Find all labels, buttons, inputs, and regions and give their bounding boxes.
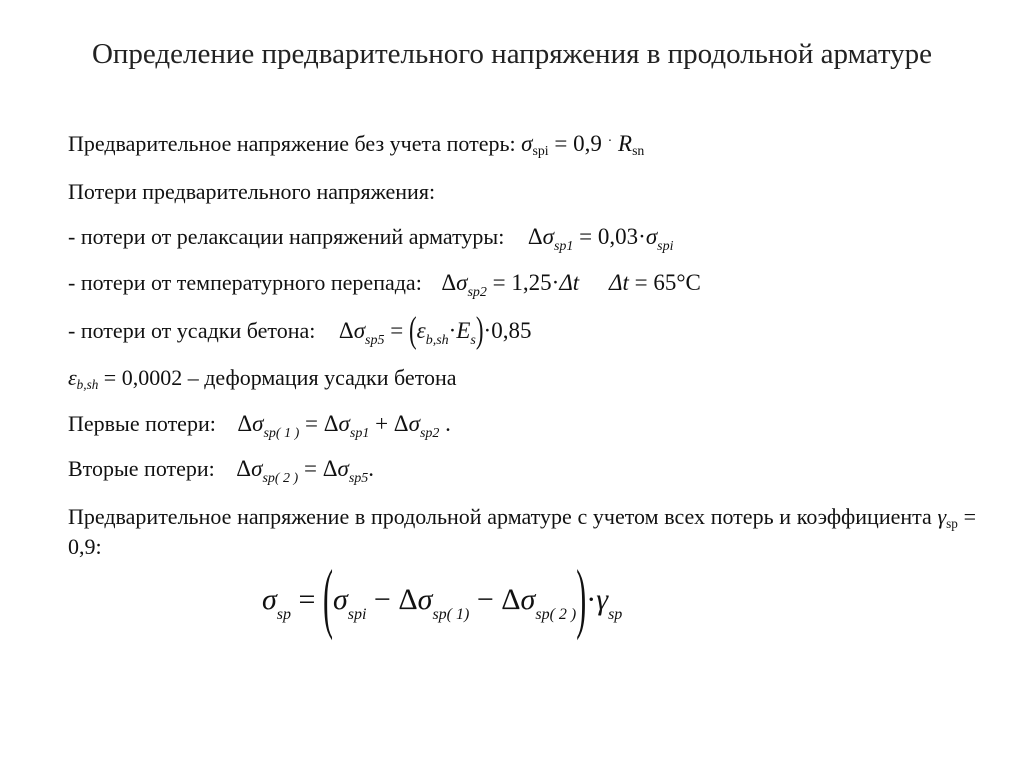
value-delta-t: 65°C [653,270,701,295]
line-shrinkage-deformation: $\varepsilon_{b,sh} = 0,0002$ – деформация усадки бетона [68,365,457,392]
text-prestress-no-losses: Предварительное напряжение без учета потерь: [68,131,516,156]
formula-dsigma-sp5: $\Delta\sigma_{sp5} = (\varepsilon_{b,sh}\cdot E_s)\cdot 0,85$ [338,310,532,351]
line-prestress-no-losses [68,131,644,157]
formula-second-losses: $\Delta\sigma_{sp( 2 )} = \Delta\sigma_{sp5}$. [236,456,375,486]
value-coef-003: 0,03 [597,224,639,249]
line-temperature-losses [68,270,701,300]
formula-dsigma-sp2: $\Delta\sigma_{sp2} = 1,25\cdot\Delta t$ [441,270,580,300]
value-gamma: 0,9 [68,534,96,559]
value-coef-125: 1,25 [511,270,552,295]
text-temperature: - потери от температурного перепада: [68,270,422,295]
text-first-losses: Первые потери: [68,411,216,436]
formula-dsigma-sp1: $\Delta\sigma_{sp1} = 0,03\cdot\sigma_{spi}$ [527,224,674,254]
value-coef-085: 0,85 [491,318,532,343]
line-first-losses [68,411,451,441]
line-losses-heading: Потери предварительного напряжения: [68,179,436,204]
value-eps: 0,0002 [121,365,183,390]
text-total-prestress: Предварительное напряжение в продольной арматуре с учетом всех потерь и коэффициента [68,504,932,529]
value-coef-09: 0,9 [573,131,602,156]
text-relaxation: - потери от релаксации напряжений арматуры: [68,224,505,249]
formula-sigma-sp-final: $\sigma_{sp} = (\sigma_{spi} - \Delta\sigma_{sp( 1)} - \Delta\sigma_{sp( 2 )})\cdot\gamma_{sp}$ [262,555,623,642]
text-second-losses: Вторые потери: [68,456,215,481]
formula-first-losses: $\Delta\sigma_{sp( 1 )} = \Delta\sigma_{sp1} + \Delta\sigma_{sp2}$ . [237,411,451,441]
line-second-losses [68,456,375,486]
paragraph-total-prestress: Предварительное напряжение в продольной арматуре с учетом всех потерь и коэффициента $\gamma_{sp} = 0,9$: [68,504,977,559]
line-relaxation-losses [68,224,674,254]
formula-delta-t: Δt = 65°C [608,270,701,295]
text-shrinkage: - потери от усадки бетона: [68,318,316,343]
line-shrinkage-losses [68,310,532,351]
page-title: Определение предварительного напряжения в продольной арматуре [91,38,933,70]
text-deformation: – деформация усадки бетона [187,365,457,390]
formula-sigma-spi: $\sigma_{spi} = 0,9$ · $R_{sn}$ [521,131,645,159]
